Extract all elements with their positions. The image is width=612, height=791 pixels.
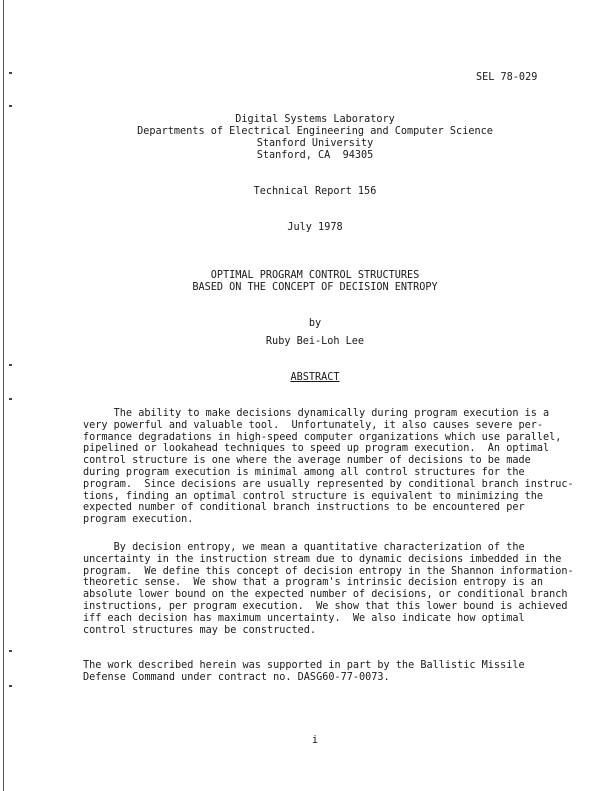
paragraph-line: program. We define this concept of decision entropy in the Shannon information- [83,565,574,577]
title-line-1: OPTIMAL PROGRAM CONTROL STRUCTURES [210,270,420,281]
paragraph-line: program execution. [83,514,194,526]
author: Ruby Bei-Loh Lee [265,336,365,347]
location: Stanford, CA 94305 [256,150,374,161]
scan-mark [9,72,12,74]
report-number: Technical Report 156 [253,186,377,197]
paragraph-line: pipelined or lookahead techniques to speed up program execution. An optimal [83,443,550,455]
paragraph-line: tions, finding an optimal control structure is equivalent to minimizing the [83,490,544,502]
by-label: by [308,318,322,329]
paragraph-line: absolute lower bound on the expected number of decisions, or conditional branch [83,589,568,601]
paragraph-line: expected number of conditional branch instructions to be encountered per [83,502,525,514]
abstract-paragraph-1 [83,408,573,526]
scan-mark [9,650,12,652]
abstract-paragraph-2 [83,542,573,636]
abstract-heading: ABSTRACT [290,372,340,383]
funding-line: The work described herein was supported in part by the Ballistic Missile [83,660,525,671]
paragraph-line: during program execution is minimal among all control structures for the [83,466,525,478]
funding-line: Defense Command under contract no. DASG60-77-0073. [83,671,390,683]
scan-mark [9,398,12,400]
paragraph-line: program. Since decisions are usually represented by conditional branch instruc- [83,478,574,490]
paragraph-line: instructions, per program execution. We show that this lower bound is achieved [83,600,568,612]
paragraph-line: theoretic sense. We show that a program's intrinsic decision entropy is an [83,577,544,589]
paragraph-line: iff each decision has maximum uncertainty. We also indicate how optimal [83,612,525,624]
report-date: July 1978 [287,222,343,233]
paragraph-line: control structure is one where the average number of decisions to be made [83,455,531,467]
department: Departments of Electrical Engineering and Computer Science [137,126,493,137]
scan-mark [9,364,12,366]
paragraph-line: The ability to make decisions dynamically during program execution is a [83,408,550,419]
page-number: i [311,735,319,746]
scan-mark [9,105,12,107]
paragraph-line: uncertainty in the instruction stream due to dynamic decisions imbedded in the [83,553,562,565]
paragraph-line: control structures may be constructed. [83,624,317,636]
paragraph-line: formance degradations in high-speed computer organizations which use parallel, [83,431,562,443]
title-line-2: BASED ON THE CONCEPT OF DECISION ENTROPY [192,282,438,293]
paragraph-line: By decision entropy, we mean a quantitative characterization of the [83,542,525,553]
scan-mark [9,685,12,687]
report-id: SEL 78-029 [476,72,538,83]
university: Stanford University [256,138,374,149]
paragraph-line: very powerful and valuable tool. Unfortunately, it also causes severe per- [83,419,544,431]
lab-name: Digital Systems Laboratory [235,114,395,125]
funding-note [83,660,573,684]
